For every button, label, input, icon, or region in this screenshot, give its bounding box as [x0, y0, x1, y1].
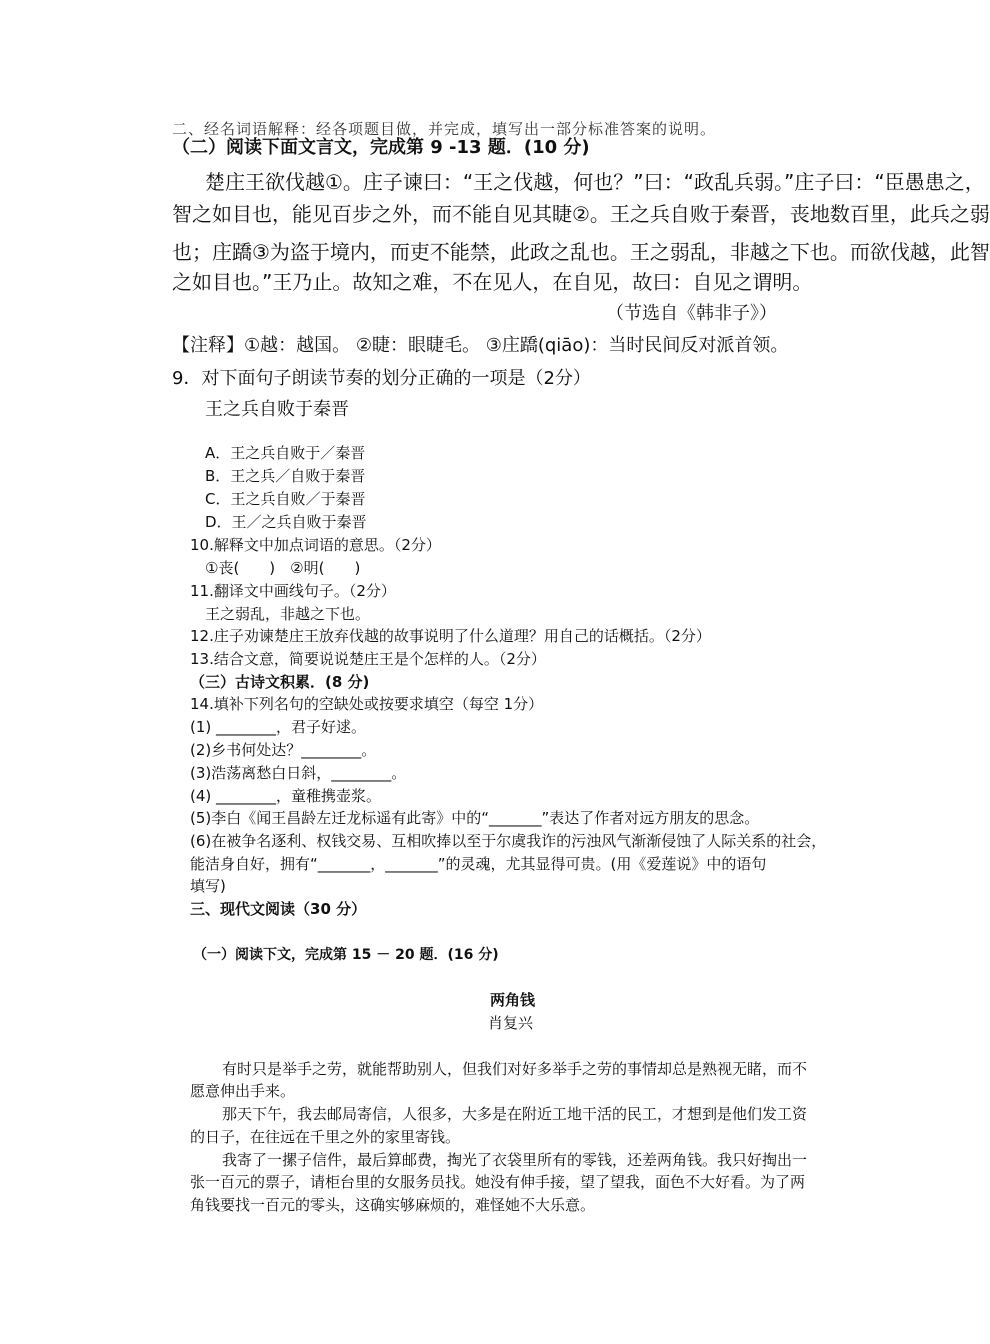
option-a: A．王之兵自败于／秦晋 [205, 444, 366, 462]
story-author: 肖复兴 [488, 1014, 534, 1032]
question-9: 9．对下面句子朗读节奏的划分正确的一项是（2分） [172, 368, 591, 389]
q14-item-6-end: 填写) [190, 877, 226, 895]
story-title: 两角钱 [490, 991, 536, 1009]
passage-line-4: 之如目也。”王乃止。故知之难，不在见人，在自见，故曰：自见之谓明。 [172, 270, 813, 294]
question-14: 14.填补下列名句的空缺处或按要求填空（每空 1分） [190, 695, 544, 713]
option-b: B．王之兵／自败于秦晋 [205, 467, 366, 485]
question-12: 12.庄子劝谏楚庄王放弃伐越的故事说明了什么道理？用自己的话概括。（2分） [190, 627, 711, 645]
cropped-top-line [172, 112, 772, 138]
annotation-note: 【注释】①越：越国。 ②睫：眼睫毛。 ③庄蹻(qiāo)：当时民间反对派首领。 [172, 335, 789, 356]
question-10: 10.解释文中加点词语的意思。（2分） [190, 536, 441, 554]
q14-item-3: (3)浩荡离愁白日斜，________。 [190, 764, 407, 782]
story-line-4: 的日子，在往远在千里之外的家里寄钱。 [190, 1128, 461, 1146]
passage-source: （节选自《韩非子》） [606, 303, 777, 324]
story-line-1: 有时只是举手之劳，就能帮助别人，但我们对好多举手之劳的事情却总是熟视无睹，而不 [222, 1060, 808, 1078]
option-d: D．王／之兵自败于秦晋 [205, 513, 367, 531]
question-9-sentence: 王之兵自败于秦晋 [205, 399, 349, 420]
question-10-items: ①丧( ) ②明( ) [205, 559, 361, 577]
section-2-heading: （二）阅读下面文言文，完成第 9 -13 题．(10 分) [172, 137, 590, 158]
passage-line-1: 楚庄王欲伐越①。庄子谏曰：“王之伐越，何也？”曰：“政乱兵弱。”庄子曰：“臣愚患之， [205, 170, 985, 194]
story-line-2: 愿意伸出手来。 [190, 1082, 296, 1100]
q14-item-4: (4) ________，童稚携壶浆。 [190, 787, 382, 805]
section-3-heading: （三）古诗文积累．(8 分) [190, 673, 370, 691]
cropped-line-text: 二、经名词语解释：经各项题目做，并完成，填写出一部分标准答案的说明。 [172, 120, 717, 138]
question-11: 11.翻译文中画线句子。（2分） [190, 582, 396, 600]
question-13: 13.结合文意，简要说说楚庄王是个怎样的人。（2分） [190, 650, 546, 668]
q14-item-6: (6)在被争名逐利、权钱交易、互相吹捧以至于尔虞我诈的污浊风气渐渐侵蚀了人际关系的社会， [190, 832, 827, 850]
passage-line-3: 也；庄蹻③为盗于境内，而吏不能禁，此政之乱也。王之弱乱，非越之下也。而欲伐越，此智 [172, 240, 990, 264]
story-line-7: 角钱要找一百元的零头，这确实够麻烦的，难怪她不大乐意。 [190, 1196, 596, 1214]
q14-item-1: (1) ________，君子好逑。 [190, 718, 367, 736]
part-3-heading: 三、现代文阅读（30 分） [190, 900, 367, 918]
option-c: C．王之兵自败／于秦晋 [205, 490, 366, 508]
story-line-3: 那天下午，我去邮局寄信，人很多，大多是在附近工地干活的民工，才想到是他们发工资 [222, 1105, 808, 1123]
story-line-5: 我寄了一摞子信件，最后算邮费，掏光了衣袋里所有的零钱，还差两角钱。我只好掏出一 [222, 1151, 808, 1169]
story-line-6: 张一百元的票子，请柜台里的女服务员找。她没有伸手接，望了望我，面色不大好看。为了两 [190, 1173, 806, 1191]
q14-item-6-cont: 能洁身自好，拥有“_______，_______”的灵魂，尤其显得可贵。(用《爱莲说》中的语句 [190, 855, 767, 873]
passage-line-2: 智之如目也，能见百步之外，而不能自见其睫②。王之兵自败于秦晋，丧地数百里，此兵之弱 [172, 202, 990, 226]
subsection-1-heading: （一）阅读下文，完成第 15 － 20 题．(16 分) [193, 947, 499, 963]
q14-item-5: (5)李白《闻王昌龄左迁龙标遥有此寄》中的“_______”表达了作者对远方朋友的思念。 [190, 809, 760, 827]
q14-item-2: (2)乡书何处达？________。 [190, 741, 377, 759]
question-11-sentence: 王之弱乱，非越之下也。 [205, 605, 371, 623]
